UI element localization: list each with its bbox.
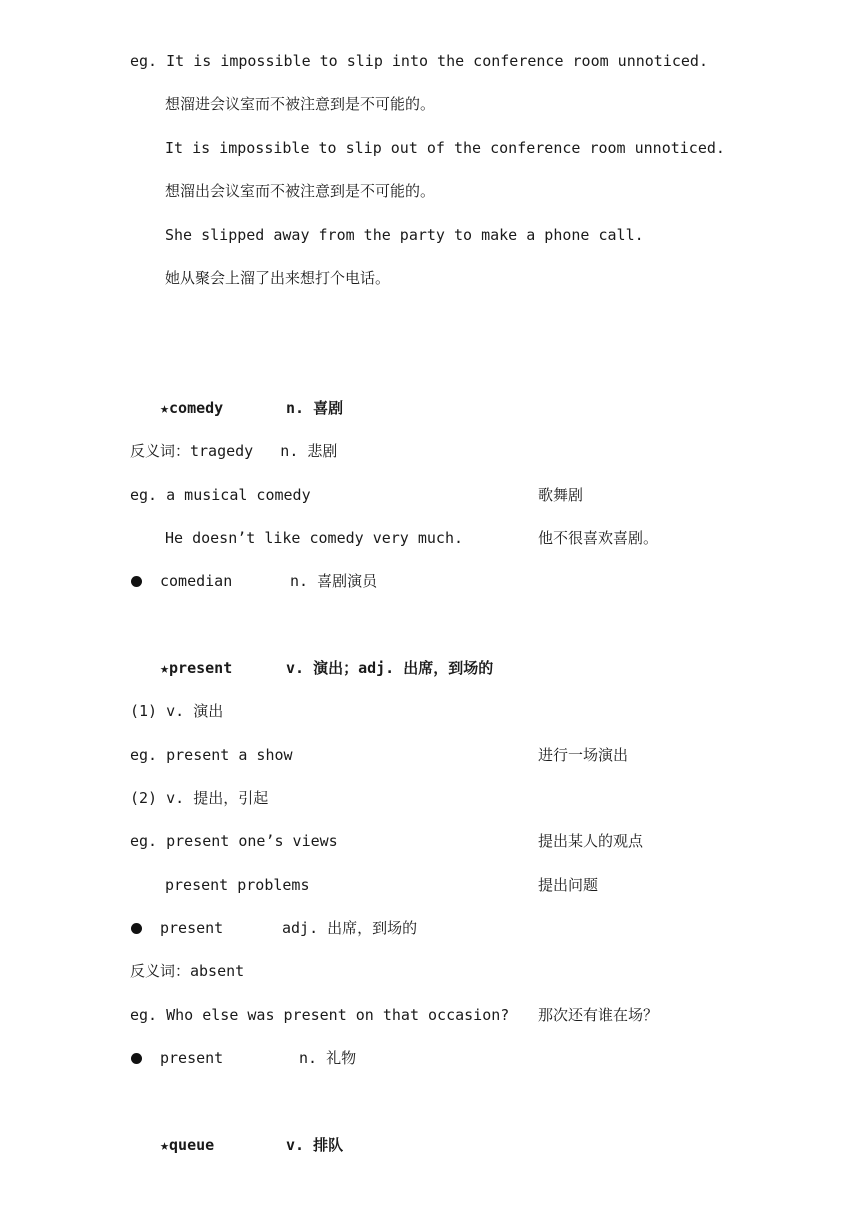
slip-example-1-en: eg. It is impossible to slip into the conference room unnoticed.	[130, 52, 708, 70]
comedy-meaning: n. 喜剧	[286, 399, 344, 417]
slip-example-1-cn: 想溜进会议室而不被注意到是不可能的。	[165, 95, 436, 113]
bullet-icon	[131, 576, 142, 587]
comedy-example-1-en: eg. a musical comedy	[130, 486, 311, 504]
bullet-icon	[131, 1053, 142, 1064]
slip-example-2-en: It is impossible to slip out of the conference room unnoticed.	[165, 139, 725, 157]
slip-example-3-cn: 她从聚会上溜了出来想打个电话。	[165, 269, 391, 287]
queue-headword: ★queue	[160, 1136, 215, 1154]
comedy-headword: ★comedy	[160, 399, 224, 417]
present-sense-1: (1) v. 演出	[130, 702, 224, 720]
queue-meaning: v. 排队	[286, 1136, 344, 1154]
present-adj-meaning: adj. 出席，到场的	[282, 919, 418, 937]
present-adj-word: present	[160, 919, 224, 937]
comedy-example-1-cn: 歌舞剧	[538, 486, 584, 504]
present-sense-2-example-1-cn: 提出某人的观点	[538, 832, 644, 850]
present-antonym: 反义词：absent	[130, 962, 245, 980]
present-sense-1-example-cn: 进行一场演出	[538, 746, 629, 764]
comedy-example-2-en: He doesn’t like comedy very much.	[165, 529, 464, 547]
present-adj-example-cn: 那次还有谁在场？	[538, 1006, 659, 1024]
slip-example-2-cn: 想溜出会议室而不被注意到是不可能的。	[165, 182, 436, 200]
comedian-meaning: n. 喜剧演员	[290, 572, 378, 590]
present-meaning: v. 演出；adj. 出席，到场的	[286, 659, 494, 677]
comedian-word: comedian	[160, 572, 233, 590]
comedy-example-2-cn: 他不很喜欢喜剧。	[538, 529, 659, 547]
present-sense-2-example-1-en: eg. present one’s views	[130, 832, 338, 850]
present-headword: ★present	[160, 659, 233, 677]
present-sense-1-example-en: eg. present a show	[130, 746, 293, 764]
bullet-icon	[131, 923, 142, 934]
slip-example-3-en: She slipped away from the party to make a phone call.	[165, 226, 644, 244]
present-sense-2-example-2-en: present problems	[165, 876, 310, 894]
comedy-antonym: 反义词：tragedy n. 悲剧	[130, 442, 338, 460]
present-adj-example-en: eg. Who else was present on that occasion?	[130, 1006, 510, 1024]
present-noun-meaning: n. 礼物	[299, 1049, 357, 1067]
present-sense-2: (2) v. 提出，引起	[130, 789, 269, 807]
present-noun-word: present	[160, 1049, 224, 1067]
present-sense-2-example-2-cn: 提出问题	[538, 876, 599, 894]
